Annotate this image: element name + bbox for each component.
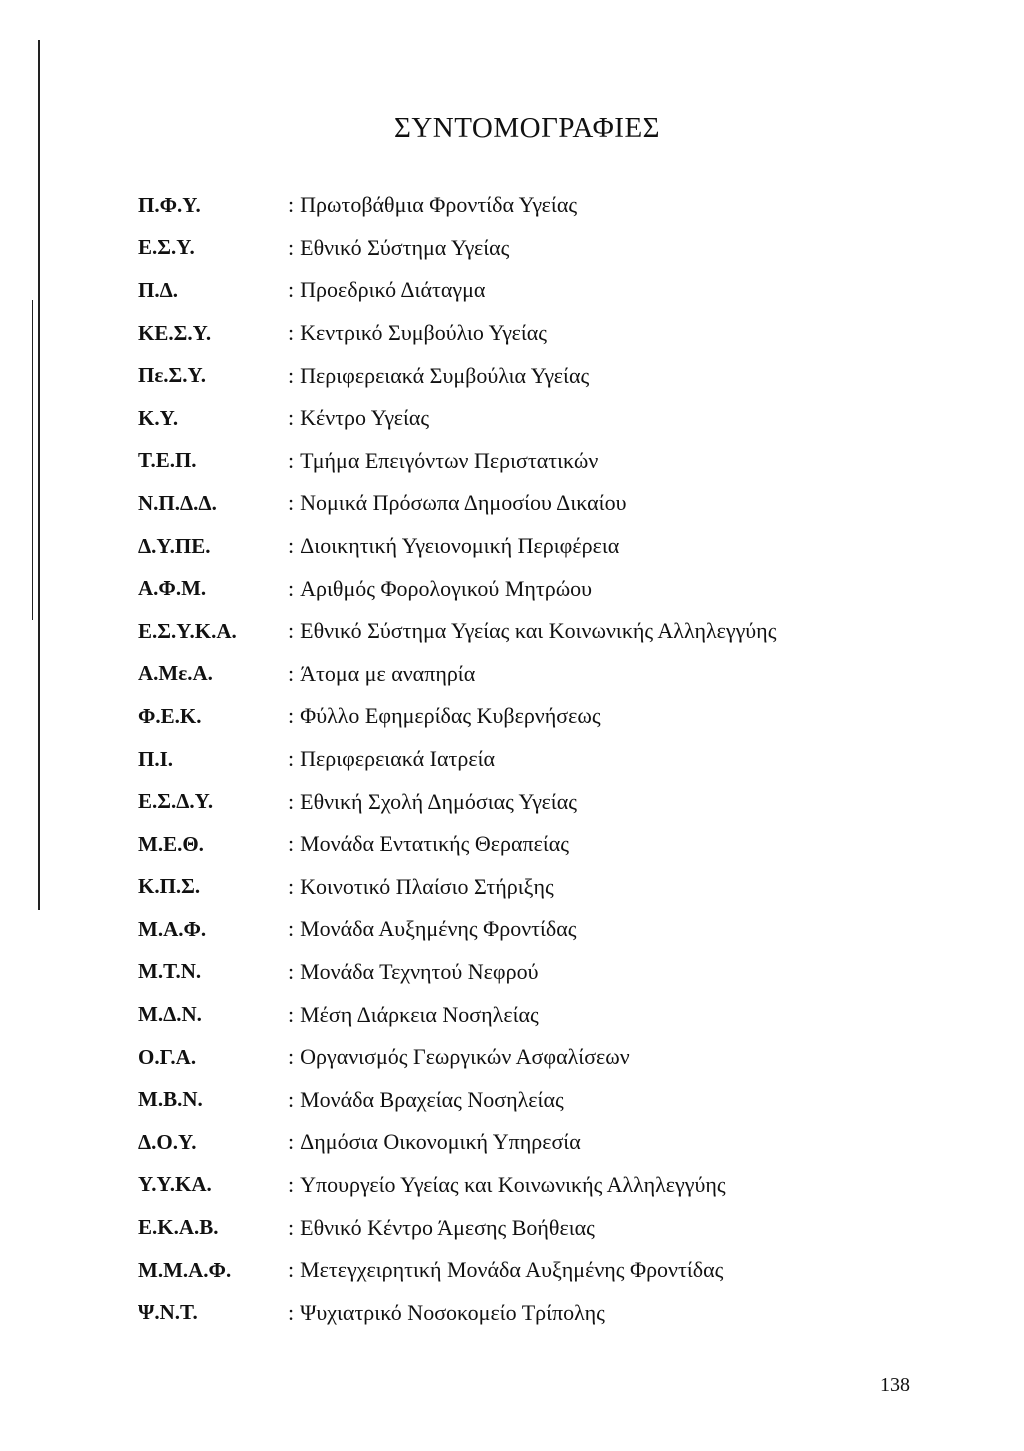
abbreviation-meaning: Φύλλο Εφημερίδας Κυβερνήσεως	[300, 703, 601, 729]
abbreviation: Υ.Υ.ΚΑ.	[138, 1172, 212, 1197]
abbreviation-meaning: Υπουργείο Υγείας και Κοινωνικής Αλληλεγγύης	[300, 1171, 726, 1197]
abbreviation-meaning: Κεντρικό Συμβούλιο Υγείας	[300, 320, 548, 346]
separator: :	[288, 1171, 295, 1197]
separator: :	[288, 192, 295, 218]
abbreviation: Κ.Π.Σ.	[138, 874, 201, 899]
abbreviation: Ε.Σ.Δ.Υ.	[138, 789, 214, 814]
separator: :	[288, 788, 295, 814]
separator: :	[288, 234, 295, 260]
abbreviation-meaning: Εθνικό Σύστημα Υγείας	[300, 234, 510, 260]
abbreviation: Ε.Σ.Υ.Κ.Α.	[138, 618, 237, 643]
separator: :	[288, 447, 295, 473]
abbreviation: Φ.Ε.Κ.	[138, 703, 202, 728]
abbreviation: Ε.Σ.Υ.	[138, 235, 195, 260]
abbreviation-row	[138, 1078, 878, 1121]
abbreviation-row	[138, 653, 878, 696]
separator: :	[288, 831, 295, 857]
abbreviation: Π.Ι.	[138, 746, 174, 771]
abbreviation-row	[138, 866, 878, 909]
abbreviation-row	[138, 951, 878, 994]
abbreviation-meaning: Δημόσια Οικονομική Υπηρεσία	[300, 1129, 581, 1155]
separator: :	[288, 277, 295, 303]
separator: :	[288, 1257, 295, 1283]
abbreviation-meaning: Μονάδα Εντατικής Θεραπείας	[300, 831, 570, 857]
abbreviation-meaning: Μετεγχειρητική Μονάδα Αυξημένης Φροντίδας	[300, 1257, 724, 1283]
abbreviation-row	[138, 397, 878, 440]
abbreviation-row	[138, 1206, 878, 1249]
separator: :	[288, 660, 295, 686]
abbreviation-row	[138, 482, 878, 525]
abbreviation-row	[138, 993, 878, 1036]
separator: :	[288, 575, 295, 601]
abbreviation: Μ.Ε.Θ.	[138, 831, 204, 856]
abbreviation: Μ.Β.Ν.	[138, 1087, 203, 1112]
abbreviation: Κ.Υ.	[138, 405, 179, 430]
abbreviation-meaning: Μονάδα Τεχνητού Νεφρού	[300, 958, 539, 984]
abbreviation-meaning: Πρωτοβάθμια Φροντίδα Υγείας	[300, 192, 578, 218]
abbreviation-list	[138, 184, 878, 1334]
abbreviation-meaning: Κοινοτικό Πλαίσιο Στήριξης	[300, 873, 554, 899]
abbreviation-row	[138, 567, 878, 610]
abbreviation-row	[138, 354, 878, 397]
separator: :	[288, 533, 295, 559]
abbreviation-meaning: Νομικά Πρόσωπα Δημοσίου Δικαίου	[300, 490, 627, 516]
page-number: 138	[880, 1374, 910, 1396]
abbreviation-meaning: Εθνικό Σύστημα Υγείας και Κοινωνικής Αλληλεγγύης	[300, 618, 777, 644]
abbreviation-meaning: Τμήμα Επειγόντων Περιστατικών	[300, 447, 599, 473]
abbreviation-meaning: Άτομα με αναπηρία	[300, 660, 476, 686]
separator: :	[288, 873, 295, 899]
separator: :	[288, 618, 295, 644]
abbreviation-row	[138, 1036, 878, 1079]
abbreviation: Ν.Π.Δ.Δ.	[138, 490, 217, 515]
abbreviation: Α.Φ.Μ.	[138, 576, 207, 601]
abbreviation-row	[138, 738, 878, 781]
abbreviation-meaning: Περιφερειακά Συμβούλια Υγείας	[300, 362, 590, 388]
abbreviation: Μ.Δ.Ν.	[138, 1002, 202, 1027]
abbreviation-meaning: Οργανισμός Γεωργικών Ασφαλίσεων	[300, 1044, 630, 1070]
separator: :	[288, 405, 295, 431]
abbreviation: Δ.Υ.ΠΕ.	[138, 533, 211, 558]
abbreviation: Τ.Ε.Π.	[138, 448, 197, 473]
separator: :	[288, 1086, 295, 1112]
abbreviation-row	[138, 695, 878, 738]
abbreviation-row	[138, 525, 878, 568]
abbreviation: Μ.Μ.Α.Φ.	[138, 1257, 232, 1282]
abbreviation-row	[138, 184, 878, 227]
abbreviation: Πε.Σ.Υ.	[138, 363, 207, 388]
abbreviation-row	[138, 610, 878, 653]
abbreviation-row	[138, 780, 878, 823]
scan-edge-line	[32, 300, 33, 620]
separator: :	[288, 1044, 295, 1070]
abbreviation: Μ.Α.Φ.	[138, 916, 207, 941]
separator: :	[288, 703, 295, 729]
abbreviation-row	[138, 1291, 878, 1334]
abbreviation-row	[138, 227, 878, 270]
abbreviation-meaning: Αριθμός Φορολογικού Μητρώου	[300, 575, 593, 601]
abbreviation-row	[138, 269, 878, 312]
abbreviation-row	[138, 312, 878, 355]
abbreviation-meaning: Κέντρο Υγείας	[300, 405, 430, 431]
abbreviation: Ε.Κ.Α.Β.	[138, 1215, 219, 1240]
separator: :	[288, 958, 295, 984]
abbreviation-meaning: Περιφερειακά Ιατρεία	[300, 746, 496, 772]
abbreviation-meaning: Μονάδα Αυξημένης Φροντίδας	[300, 916, 577, 942]
abbreviation: Α.Με.Α.	[138, 661, 213, 686]
abbreviation-row	[138, 440, 878, 483]
abbreviation-meaning: Μέση Διάρκεια Νοσηλείας	[300, 1001, 539, 1027]
abbreviation: Π.Δ.	[138, 277, 179, 302]
scan-edge-line	[38, 40, 40, 910]
separator: :	[288, 1001, 295, 1027]
separator: :	[288, 1214, 295, 1240]
abbreviation-meaning: Μονάδα Βραχείας Νοσηλείας	[300, 1086, 564, 1112]
separator: :	[288, 746, 295, 772]
abbreviation-meaning: Ψυχιατρικό Νοσοκομείο Τρίπολης	[300, 1299, 605, 1325]
separator: :	[288, 916, 295, 942]
abbreviation: Π.Φ.Υ.	[138, 192, 201, 217]
abbreviation: Δ.Ο.Υ.	[138, 1129, 197, 1154]
abbreviation-row	[138, 1164, 878, 1207]
abbreviation: Ο.Γ.Α.	[138, 1044, 197, 1069]
abbreviation: Μ.Τ.Ν.	[138, 959, 202, 984]
abbreviation-row	[138, 1249, 878, 1292]
abbreviation-meaning: Διοικητική Υγειονομική Περιφέρεια	[300, 533, 620, 559]
abbreviation-meaning: Εθνικό Κέντρο Άμεσης Βοήθειας	[300, 1214, 595, 1240]
abbreviation: ΚΕ.Σ.Υ.	[138, 320, 212, 345]
abbreviation-row	[138, 823, 878, 866]
abbreviation-row	[138, 1121, 878, 1164]
abbreviation: Ψ.Ν.Τ.	[138, 1300, 198, 1325]
separator: :	[288, 1129, 295, 1155]
abbreviation-meaning: Εθνική Σχολή Δημόσιας Υγείας	[300, 788, 577, 814]
abbreviation-meaning: Προεδρικό Διάταγμα	[300, 277, 486, 303]
page-title: ΣΥΝΤΟΜΟΓΡΑΦΙΕΣ	[393, 112, 661, 144]
abbreviation-row	[138, 908, 878, 951]
separator: :	[288, 320, 295, 346]
separator: :	[288, 490, 295, 516]
separator: :	[288, 1299, 295, 1325]
separator: :	[288, 362, 295, 388]
